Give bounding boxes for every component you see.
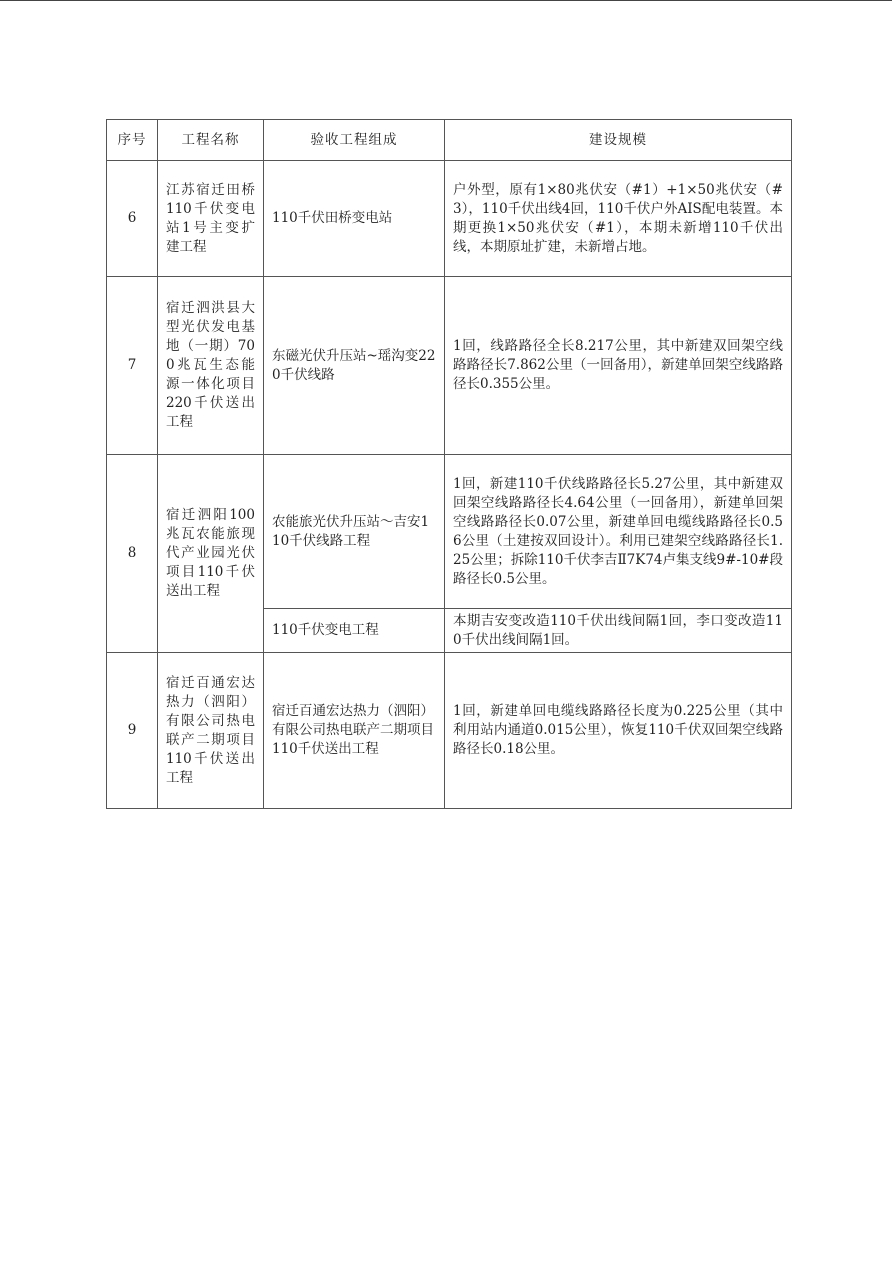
table-row [107, 161, 792, 277]
table-row [107, 277, 792, 455]
table-row [107, 455, 792, 609]
row-serial-no: 8 [107, 455, 158, 653]
table-row [107, 653, 792, 809]
row-acceptance-composition: 110千伏田桥变电站 [264, 161, 445, 277]
row-project-name: 宿迁泗洪县大型光伏发电基地（一期）700兆瓦生态能源一体化项目220千伏送出工程 [158, 277, 264, 455]
header-serial-no: 序号 [107, 120, 158, 161]
header-acceptance-composition: 验收工程组成 [264, 120, 445, 161]
row-construction-scale: 本期吉安变改造110千伏出线间隔1回，李口变改造110千伏出线间隔1回。 [445, 609, 792, 653]
row-serial-no: 6 [107, 161, 158, 277]
row-project-name: 江苏宿迁田桥110千伏变电站1号主变扩建工程 [158, 161, 264, 277]
row-acceptance-composition: 农能旅光伏升压站～吉安110千伏线路工程 [264, 455, 445, 609]
project-acceptance-table [106, 119, 792, 809]
row-construction-scale: 户外型，原有1×80兆伏安（#1）+1×50兆伏安（#3），110千伏出线4回，110千伏户外AIS配电装置。本期更换1×50兆伏安（#1），本期未新增110千伏出线，本期原址扩建，未新增占地。 [445, 161, 792, 277]
page-top-rule [0, 0, 892, 1]
row-project-name: 宿迁泗阳100兆瓦农能旅现代产业园光伏项目110千伏送出工程 [158, 455, 264, 653]
header-construction-scale: 建设规模 [445, 120, 792, 161]
header-project-name: 工程名称 [158, 120, 264, 161]
row-construction-scale: 1回，新建110千伏线路路径长5.27公里，其中新建双回架空线路路径长4.64公里（一回备用），新建单回架空线路路径长0.07公里，新建单回电缆线路路径长0.56公里（土建按双回设计）。利用已建架空线路路径长1.25公里；拆除110千伏李吉Ⅱ7K74卢集支线9#-10#段路径长0.5公里。 [445, 455, 792, 609]
row-acceptance-composition: 宿迁百通宏达热力（泗阳）有限公司热电联产二期项目110千伏送出工程 [264, 653, 445, 809]
row-construction-scale: 1回，线路路径全长8.217公里，其中新建双回架空线路路径长7.862公里（一回备用），新建单回架空线路路径长0.355公里。 [445, 277, 792, 455]
row-serial-no: 9 [107, 653, 158, 809]
row-construction-scale: 1回，新建单回电缆线路路径长度为0.225公里（其中利用站内通道0.015公里），恢复110千伏双回架空线路路径长0.18公里。 [445, 653, 792, 809]
table-header-row [107, 120, 792, 161]
row-acceptance-composition: 东磁光伏升压站~瑶沟变220千伏线路 [264, 277, 445, 455]
row-project-name: 宿迁百通宏达热力（泗阳）有限公司热电联产二期项目110千伏送出工程 [158, 653, 264, 809]
row-acceptance-composition: 110千伏变电工程 [264, 609, 445, 653]
row-serial-no: 7 [107, 277, 158, 455]
